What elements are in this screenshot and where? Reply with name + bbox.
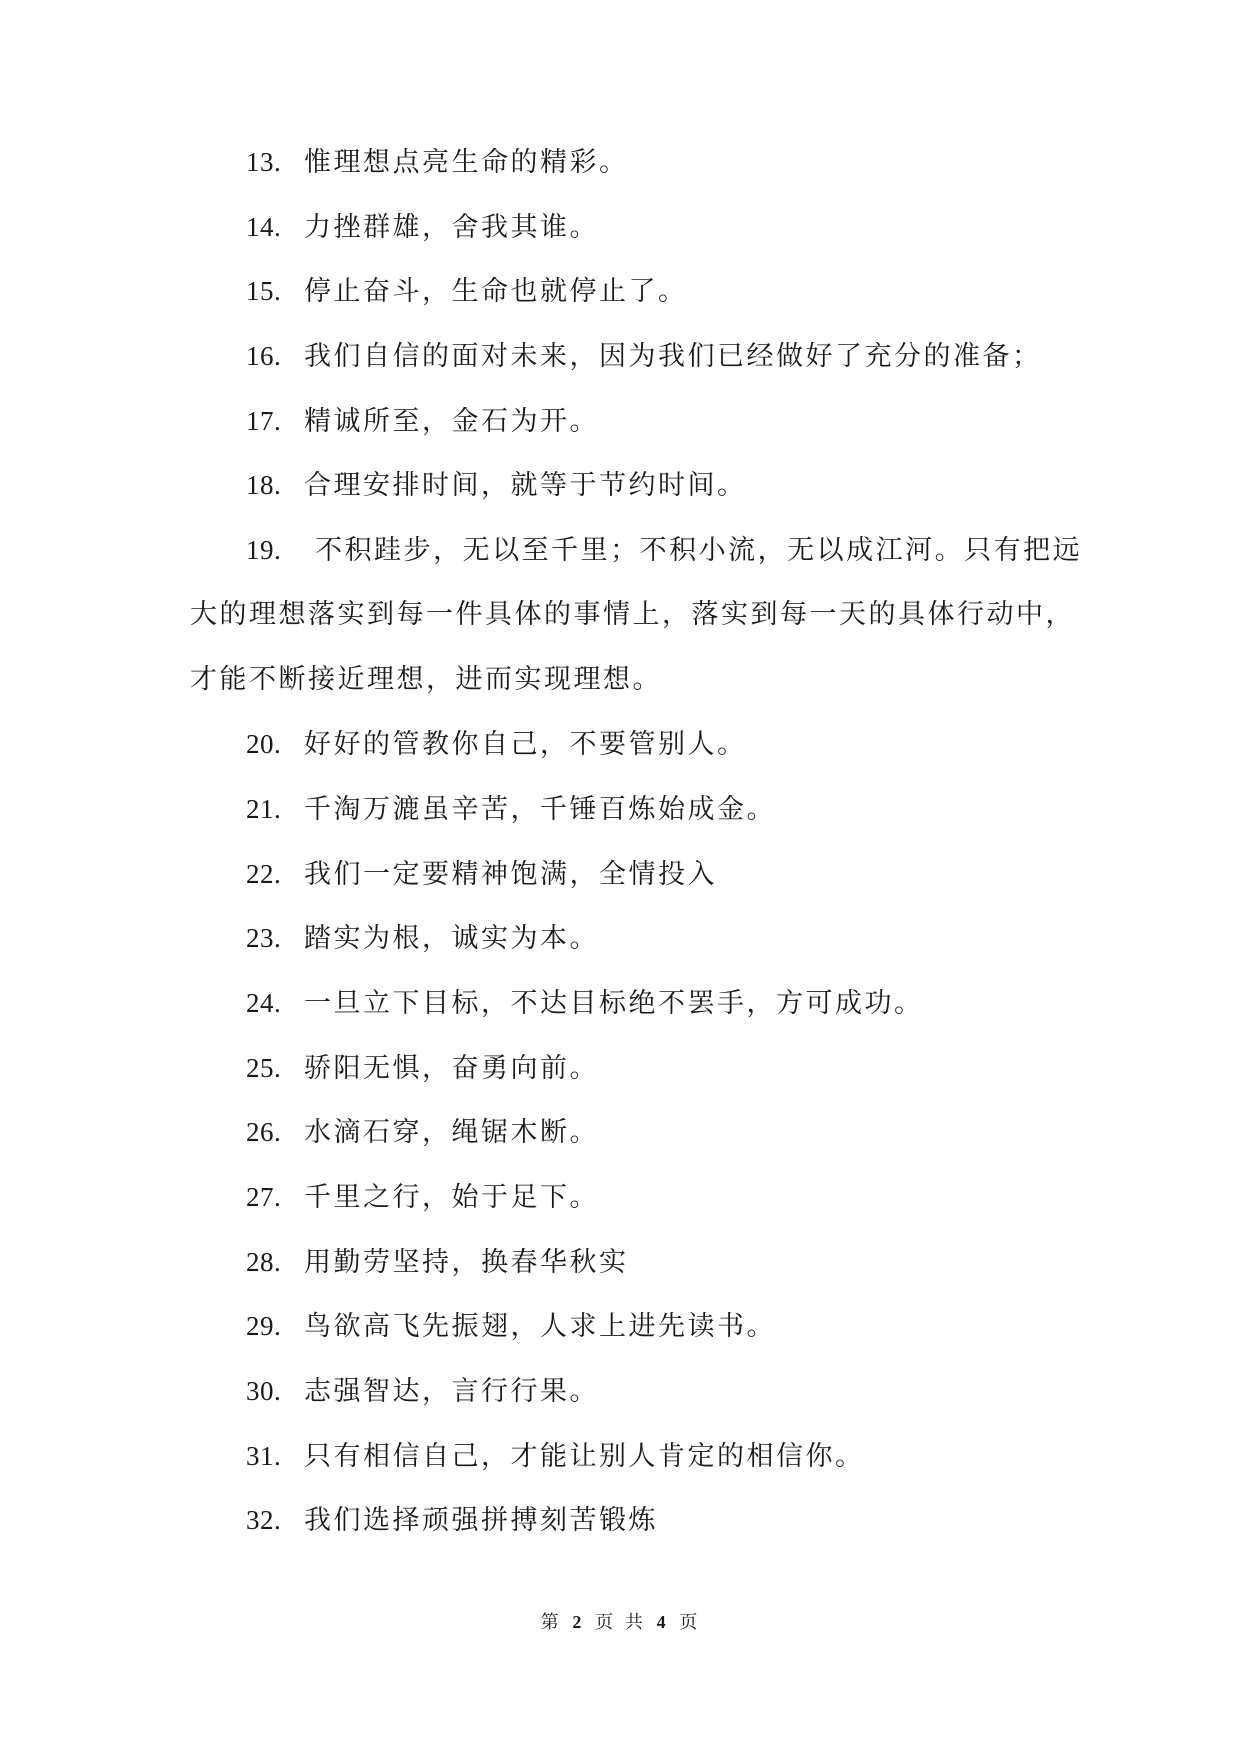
item-number: 19. [246, 535, 282, 566]
item-text: 好好的管教你自己，不要管别人。 [304, 729, 747, 761]
list-item [190, 389, 1070, 454]
list-item [190, 1100, 1070, 1165]
list-item [190, 1294, 1070, 1359]
item-number: 30. [246, 1376, 282, 1407]
list-item [190, 1488, 1070, 1553]
item-number: 17. [246, 405, 282, 436]
item-text: 水滴石穿，绳锯木断。 [304, 1117, 599, 1149]
item-text: 千淘万漉虽辛苦，千锤百炼始成金。 [304, 793, 776, 825]
item-text: 一旦立下目标，不达目标绝不罢手，方可成功。 [304, 987, 924, 1019]
item-text: 用勤劳坚持，换春华秋实 [304, 1246, 629, 1278]
list-item [190, 130, 1070, 195]
item-text: 力挫群雄，舍我其谁。 [304, 211, 599, 243]
list-item [190, 1230, 1070, 1295]
list-item [190, 453, 1070, 518]
footer-prefix: 第 [540, 1612, 562, 1633]
item-text: 停止奋斗，生命也就停止了。 [304, 276, 688, 308]
item-text: 志强智达，言行行果。 [304, 1376, 599, 1408]
item-text-line-1: 不积跬步，无以至千里；不积小流，无以成江河。只有把远 [315, 535, 1083, 567]
list-item [190, 1165, 1070, 1230]
footer-suffix: 页 [679, 1612, 701, 1633]
item-number: 25. [246, 1052, 282, 1083]
item-number: 21. [246, 793, 282, 824]
item-number: 28. [246, 1246, 282, 1277]
page-footer [0, 1608, 1241, 1634]
list-item [190, 1424, 1070, 1489]
item-number: 13. [246, 147, 282, 177]
item-text-line-2: 大的理想落实到每一件具体的事情上，落实到每一天的具体行动中， [190, 598, 1075, 630]
list-item [190, 1359, 1070, 1424]
list-item [190, 906, 1070, 971]
item-number: 16. [246, 341, 282, 372]
item-text: 只有相信自己，才能让别人肯定的相信你。 [304, 1440, 865, 1472]
item-number: 20. [246, 729, 282, 760]
item-text: 鸟欲高飞先振翅，人求上进先读书。 [304, 1311, 776, 1343]
list-item [190, 712, 1070, 777]
item-text: 我们一定要精神饱满，全情投入 [304, 858, 717, 890]
item-text: 骄阳无惧，奋勇向前。 [304, 1052, 599, 1084]
item-number: 24. [246, 987, 282, 1018]
list-item [190, 259, 1070, 324]
footer-middle: 页 共 [595, 1612, 646, 1633]
item-text: 我们选择顽强拼搏刻苦锻炼 [304, 1505, 658, 1537]
item-number: 23. [246, 923, 282, 954]
item-number: 27. [246, 1182, 282, 1212]
item-text: 合理安排时间，就等于节约时间。 [304, 470, 747, 502]
item-number: 32. [246, 1505, 282, 1536]
paragraph-line [190, 518, 1083, 583]
item-number: 22. [246, 858, 282, 889]
item-number: 29. [246, 1311, 282, 1342]
list-item [190, 777, 1070, 842]
item-number: 15. [246, 276, 282, 307]
item-number: 14. [246, 211, 282, 242]
list-item [190, 842, 1070, 907]
total-page-number: 4 [656, 1612, 669, 1632]
item-number: 26. [246, 1117, 282, 1148]
current-page-number: 2 [572, 1612, 585, 1632]
item-text-line-3: 才能不断接近理想，进而实现理想。 [190, 663, 662, 695]
item-text: 踏实为根，诚实为本。 [304, 923, 599, 955]
list-item [190, 195, 1070, 260]
list-item [190, 324, 1070, 389]
document-body [190, 130, 1083, 1553]
item-number: 31. [246, 1440, 282, 1471]
list-item-multiline [190, 518, 1083, 712]
item-text: 精诚所至，金石为开。 [304, 405, 599, 437]
item-number: 18. [246, 470, 282, 501]
item-text: 千里之行，始于足下。 [304, 1182, 599, 1213]
list-item [190, 1036, 1070, 1101]
item-text: 惟理想点亮生命的精彩。 [304, 147, 629, 178]
item-text: 我们自信的面对未来，因为我们已经做好了充分的准备； [304, 341, 1042, 373]
list-item [190, 971, 1070, 1036]
